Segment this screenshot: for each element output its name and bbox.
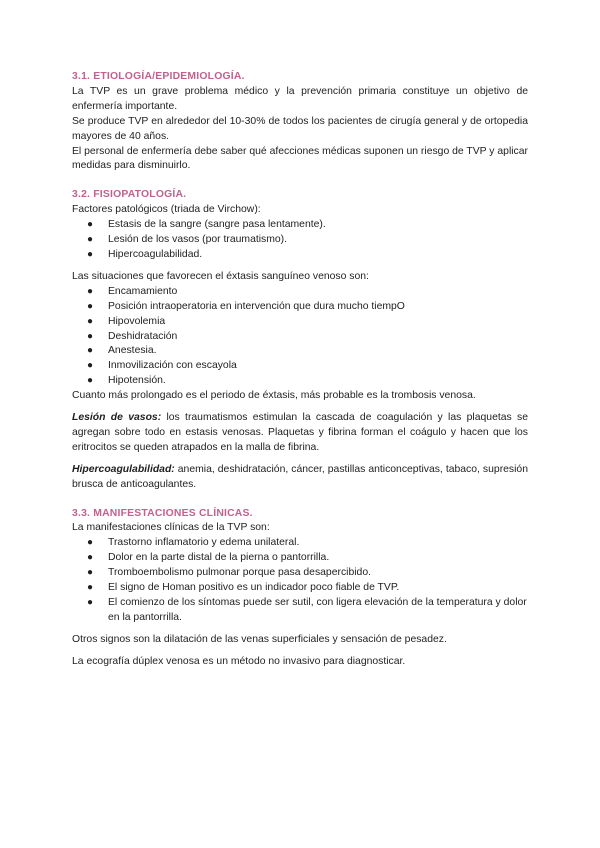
paragraph: Factores patológicos (triada de Virchow): xyxy=(72,204,261,216)
section-fisiopatologia xyxy=(72,188,528,492)
paragraph: La ecografía dúplex venosa es un método no invasivo para diagnosticar. xyxy=(72,655,406,667)
document-content xyxy=(72,70,528,670)
bullet-icon: ● xyxy=(87,597,94,608)
section-heading-3-3: 3.3. MANIFESTACIONES CLÍNICAS. xyxy=(72,507,253,519)
situations-list xyxy=(72,285,528,389)
bullet-icon: ● xyxy=(87,300,94,312)
bullet-icon: ● xyxy=(87,248,94,260)
bullet-icon: ● xyxy=(87,360,94,372)
list-item: ● Encamamiento xyxy=(72,285,528,300)
bullet-icon: ● xyxy=(87,345,94,357)
list-item: ● Hipercoagulabilidad. xyxy=(72,248,528,263)
list-item: ● Estasis de la sangre (sangre pasa lentamente). xyxy=(72,218,528,233)
list-item: ● Lesión de los vasos (por traumatismo). xyxy=(72,233,528,248)
bullet-icon: ● xyxy=(87,375,94,387)
list-item: ● Hipotensión. xyxy=(72,374,528,389)
hipercoagulabilidad-paragraph: Hipercoagulabilidad: anemia, deshidratación, cáncer, pastillas anticonceptivas, tabaco, supresión brusca de anticoagulantes. xyxy=(72,463,528,490)
paragraph: Se produce TVP en alrededor del 10-30% de todos los pacientes de cirugía general y de ortopedia mayores de 40 años. xyxy=(72,115,528,142)
manifestaciones-list xyxy=(72,536,528,625)
section-manifestaciones xyxy=(72,507,528,670)
bullet-icon: ● xyxy=(87,552,94,564)
paragraph: Otros signos son la dilatación de las venas superficiales y sensación de pesadez. xyxy=(72,633,447,645)
list-item: ● Posición intraoperatoria en intervención que dura mucho tiempO xyxy=(72,300,528,315)
list-item: ● Inmovilización con escayola xyxy=(72,359,528,374)
list-item: ● Dolor en la parte distal de la pierna o pantorrilla. xyxy=(72,551,528,566)
paragraph: Las situaciones que favorecen el éxtasis sanguíneo venoso son: xyxy=(72,270,369,282)
bullet-icon: ● xyxy=(87,537,94,549)
list-item: ● Hipovolemia xyxy=(72,315,528,330)
bullet-icon: ● xyxy=(87,315,94,327)
section-heading-3-2: 3.2. FISIOPATOLOGÍA. xyxy=(72,189,187,201)
list-item: ● Anestesia. xyxy=(72,344,528,359)
hipercoagulabilidad-label: Hipercoagulabilidad: xyxy=(72,463,175,475)
paragraph: Cuanto más prolongado es el periodo de éxtasis, más probable es la trombosis venosa. xyxy=(72,390,476,402)
paragraph: La manifestaciones clínicas de la TVP son: xyxy=(72,522,270,534)
list-item: ● Deshidratación xyxy=(72,330,528,345)
section-heading-3-1: 3.1. ETIOLOGÍA/EPIDEMIOLOGÍA. xyxy=(72,71,245,82)
paragraph: La TVP es un grave problema médico y la prevención primaria constituye un objetivo de enfermería importante. xyxy=(72,85,528,112)
bullet-icon: ● xyxy=(87,330,94,342)
bullet-icon: ● xyxy=(87,582,94,594)
lesion-label: Lesión de vasos: xyxy=(72,412,162,424)
list-item: ● Trastorno inflamatorio y edema unilateral. xyxy=(72,536,528,551)
list-item: ● El signo de Homan positivo es un indicador poco fiable de TVP. xyxy=(72,581,528,596)
section-etiologia xyxy=(72,70,528,174)
virchow-factor-list xyxy=(72,218,528,263)
bullet-icon: ● xyxy=(87,567,94,579)
list-item: ● Tromboembolismo pulmonar porque pasa desapercibido. xyxy=(72,566,528,581)
list-item: ● El comienzo de los síntomas puede ser sutil, con ligera elevación de la temperatura y dolor en la pantorrilla. xyxy=(87,597,527,623)
lesion-paragraph: Lesión de vasos: los traumatismos estimulan la cascada de coagulación y las plaquetas se agregan sobre todo en estasis venosas. Plaquetas y fibrina forman el coágulo y hacen que los eritrocitos se queden atrapados en la malla de fibrina. xyxy=(72,412,528,453)
bullet-icon: ● xyxy=(87,285,94,297)
bullet-icon: ● xyxy=(87,219,94,231)
bullet-icon: ● xyxy=(87,234,94,246)
paragraph: El personal de enfermería debe saber qué afecciones médicas suponen un riesgo de TVP y aplicar medidas para disminuirlo. xyxy=(72,145,528,172)
